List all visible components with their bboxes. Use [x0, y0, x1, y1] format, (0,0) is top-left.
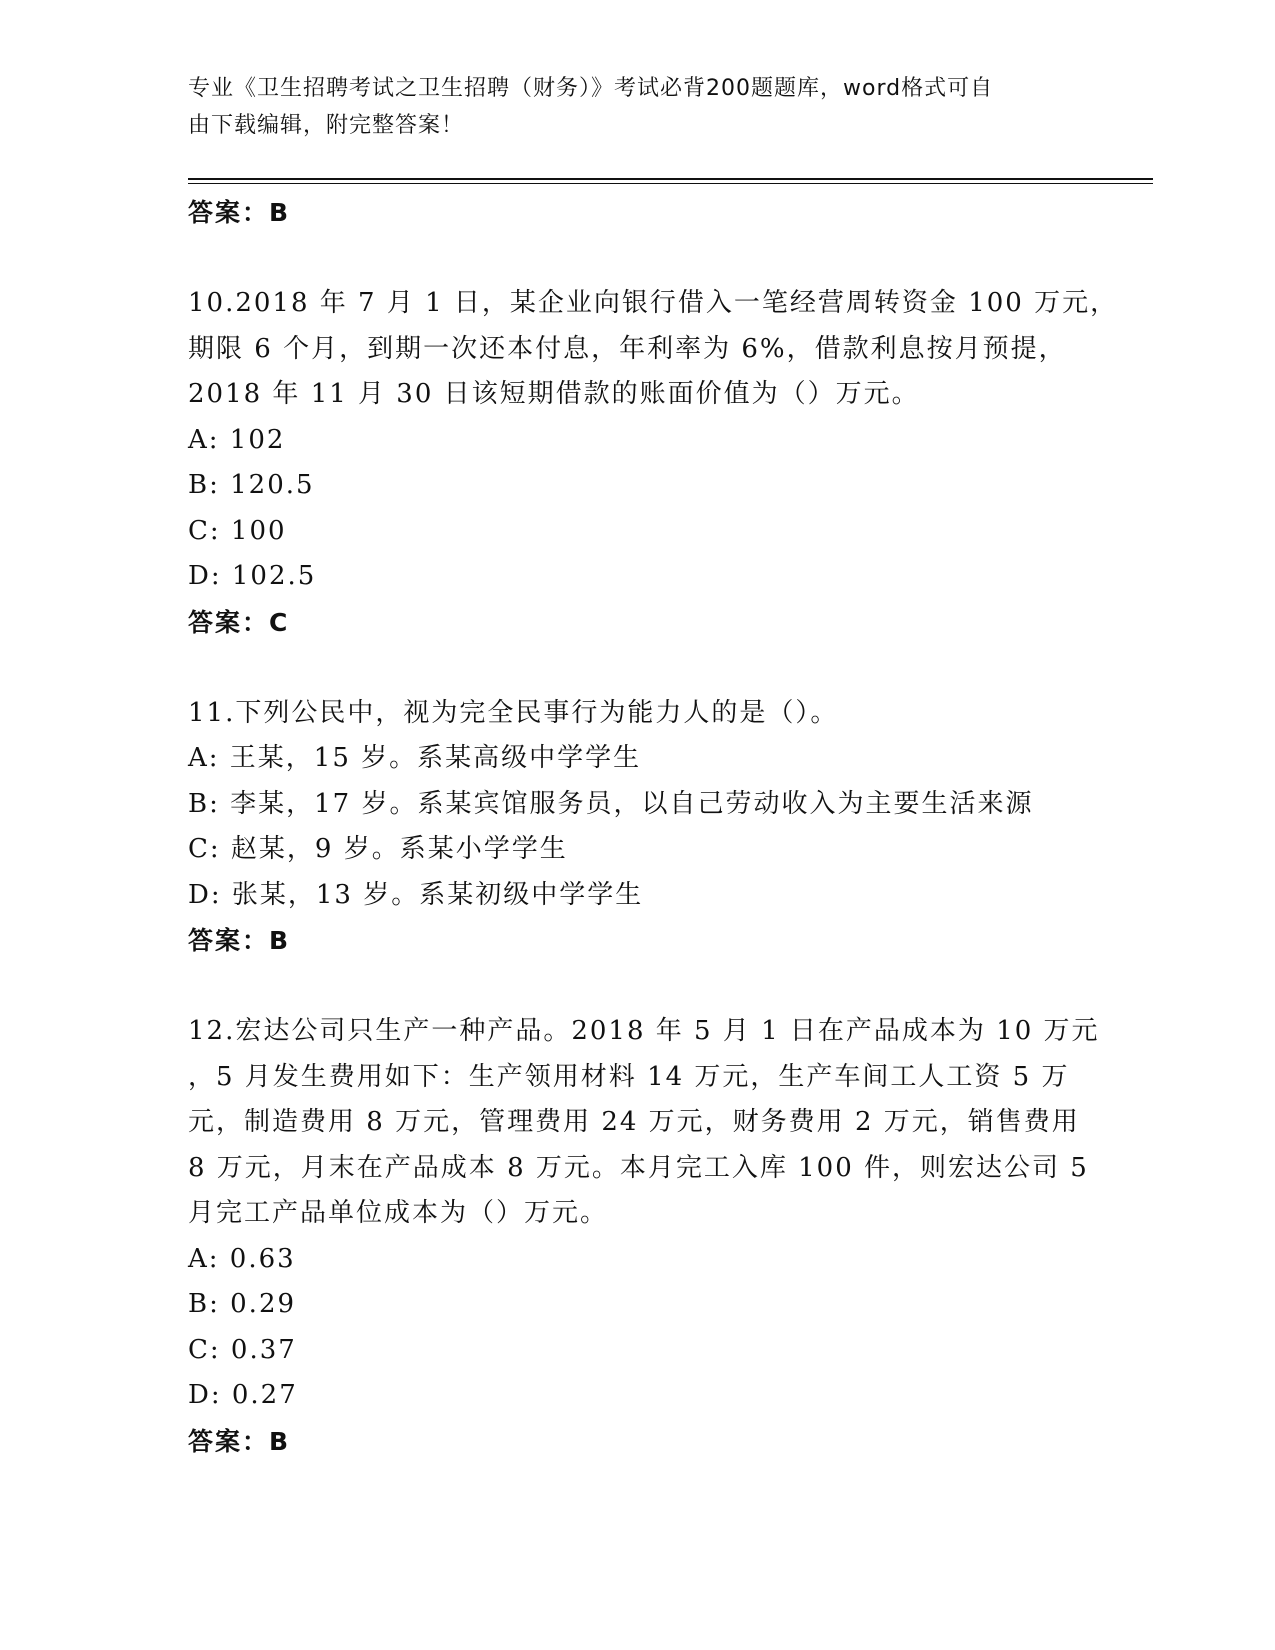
- option-a: A: 王某，15 岁。系某高级中学学生: [188, 743, 642, 773]
- question-text-line: 11.下列公民中，视为完全民事行为能力人的是（）。: [188, 697, 839, 728]
- question-block: [188, 281, 1119, 645]
- question-block: [188, 1009, 1100, 1464]
- option-d: D: 0.27: [188, 1380, 298, 1410]
- header-rule-thin: [188, 183, 1153, 184]
- question-text-line: 月完工产品单位成本为（）万元。: [188, 1198, 609, 1228]
- answer-line: 答案：B: [188, 1426, 291, 1456]
- question-text-line: ，5 月发生费用如下：生产领用材料 14 万元，生产车间工人工资 5 万: [188, 1061, 1070, 1092]
- option-d: D: 102.5: [188, 561, 317, 591]
- option-b: B: 120.5: [188, 470, 315, 500]
- header-rule-thick: [188, 178, 1153, 180]
- question-block: [188, 691, 1088, 964]
- option-b: B: 李某，17 岁。系某宾馆服务员，以自己劳动收入为主要生活来源: [188, 788, 1034, 819]
- answer-line: 答案：B: [188, 198, 291, 227]
- option-a: A: 102: [188, 424, 286, 455]
- question-text-line: 元，制造费用 8 万元，管理费用 24 万元，财务费用 2 万元，销售费用: [188, 1107, 1080, 1137]
- option-c: C: 赵某，9 岁。系某小学学生: [188, 834, 568, 864]
- header-line-1: 专业《卫生招聘考试之卫生招聘（财务）》考试必背200题题库，word格式可自: [188, 76, 994, 101]
- answer-line: 答案：B: [188, 926, 291, 955]
- question-text-line: 12.宏达公司只生产一种产品。2018 年 5 月 1 日在产品成本为 10 万元: [188, 1016, 1100, 1046]
- spacer: [188, 236, 1088, 282]
- option-a: A: 0.63: [188, 1243, 296, 1274]
- question-text-line: 8 万元，月末在产品成本 8 万元。本月完工入库 100 件，则宏达公司 5: [188, 1152, 1089, 1183]
- question-list: [188, 190, 1119, 1464]
- question-text-line: 2018 年 11 月 30 日该短期借款的账面价值为（）万元。: [188, 379, 920, 409]
- header-line-2: 由下载编辑，附完整答案！: [188, 113, 465, 138]
- option-c: C: 0.37: [188, 1334, 297, 1365]
- spacer: [188, 964, 1088, 1010]
- option-d: D: 张某，13 岁。系某初级中学学生: [188, 879, 644, 910]
- option-b: B: 0.29: [188, 1289, 297, 1319]
- question-text-line: 10.2018 年 7 月 1 日，某企业向银行借入一笔经营周转资金 100 万元，: [188, 288, 1119, 318]
- spacer: [188, 645, 1088, 691]
- question-text-line: 期限 6 个月，到期一次还本付息，年利率为 6%，借款利息按月预提，: [188, 333, 1067, 364]
- option-c: C: 100: [188, 515, 287, 546]
- answer-line: 答案：C: [188, 607, 290, 637]
- document-header: [188, 70, 1068, 144]
